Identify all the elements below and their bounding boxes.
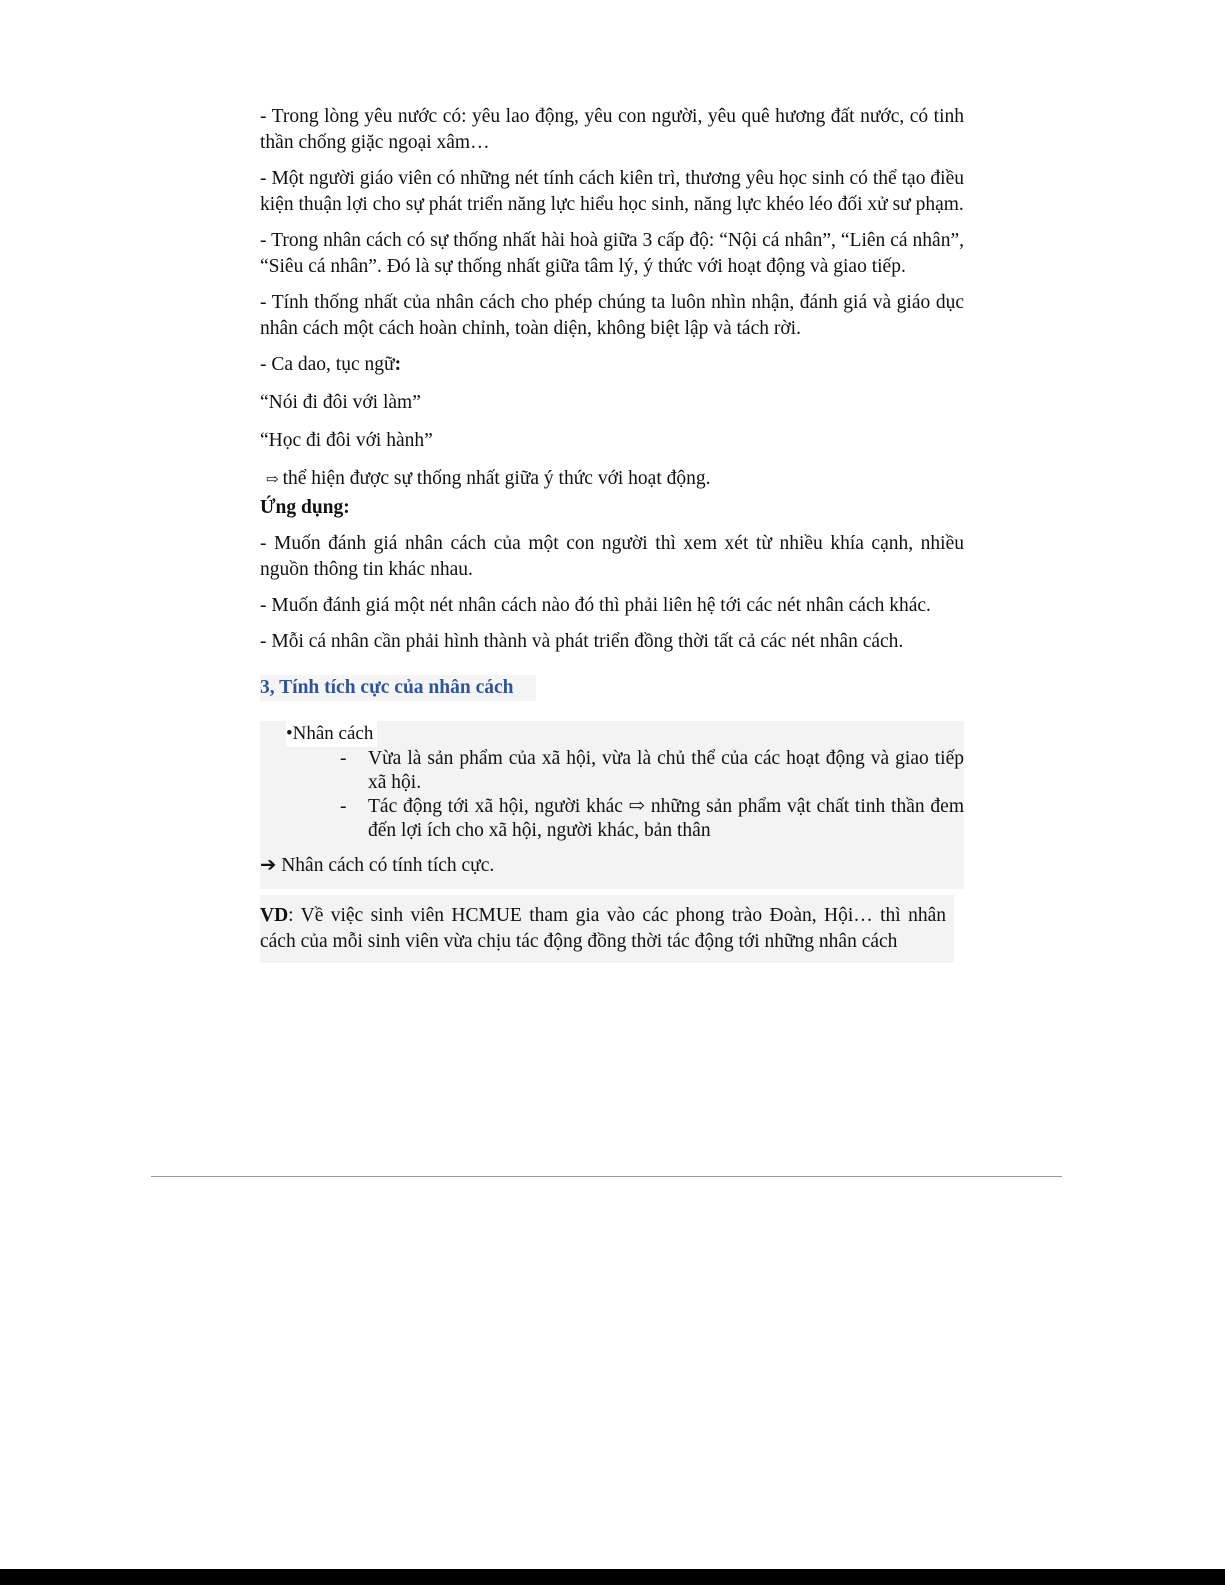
personality-block <box>260 721 964 889</box>
proverb-2: “Học đi đôi với hành” <box>260 430 433 451</box>
sub-item-text: Tác động tới xã hội, người khác ⇨ những sản phẩm vật chất tinh thần đem đến lợi ích cho xã hội, người khác, bản thân <box>368 796 964 841</box>
page-divider <box>151 1176 1062 1177</box>
personality-bullet: •Nhân cách <box>286 721 377 747</box>
proverbs-colon: : <box>394 354 402 375</box>
arrow-right-icon: ⇨ <box>266 472 279 488</box>
bottom-edge-bar <box>0 1569 1225 1585</box>
page-content <box>260 104 964 963</box>
application-title: Ứng dụng: <box>260 497 350 518</box>
list-item <box>340 795 964 843</box>
proverb-result-text: thể hiện được sự thống nhất giữa ý thức với hoạt động. <box>282 468 711 489</box>
paragraph-unity: - Tính thống nhất của nhân cách cho phép chúng ta luôn nhìn nhận, đánh giá và giáo dục nhân cách một cách hoàn chỉnh, toàn diện, không biệt lập và tách rời. <box>260 292 964 339</box>
personality-sub-list <box>260 747 964 843</box>
proverb-result <box>266 466 964 493</box>
paragraph-patriotism: - Trong lòng yêu nước có: yêu lao động, yêu con người, yêu quê hương đất nước, có tinh thần chống giặc ngoại xâm… <box>260 106 964 153</box>
dash-marker: - <box>340 796 347 817</box>
sub-item-text: Vừa là sản phẩm của xã hội, vừa là chủ thể của các hoạt động và giao tiếp xã hội. <box>368 748 964 793</box>
bold-arrow-icon: ➔ <box>260 855 277 876</box>
proverbs-label-text: - Ca dao, tục ngữ <box>260 354 395 375</box>
proverbs-label <box>260 352 964 378</box>
application-item-1: - Muốn đánh giá nhân cách của một con người thì xem xét từ nhiều khía cạnh, nhiều nguồn thông tin khác nhau. <box>260 533 964 580</box>
proverb-1: “Nói đi đôi với làm” <box>260 392 421 413</box>
conclusion-line <box>260 853 964 879</box>
example-label: VD <box>260 905 289 926</box>
section-3-heading: 3, Tính tích cực của nhân cách <box>260 675 536 701</box>
example-text: : Về việc sinh viên HCMUE tham gia vào các phong trào Đoàn, Hội… thì nhân cách của mỗi sinh viên vừa chịu tác động đồng thời tác động tới những nhân cách <box>260 905 946 952</box>
paragraph-three-levels: - Trong nhân cách có sự thống nhất hài hoà giữa 3 cấp độ: “Nội cá nhân”, “Liên cá nhân”, “Siêu cá nhân”. Đó là sự thống nhất giữa tâm lý, ý thức với hoạt động và giao tiếp. <box>260 230 964 277</box>
application-item-3: - Mỗi cá nhân cần phải hình thành và phát triển đồng thời tất cả các nét nhân cách. <box>260 631 904 652</box>
example-block <box>260 895 954 963</box>
conclusion-text: Nhân cách có tính tích cực. <box>281 855 495 876</box>
paragraph-teacher: - Một người giáo viên có những nét tính cách kiên trì, thương yêu học sinh có thể tạo điều kiện thuận lợi cho sự phát triển năng lực hiểu học sinh, năng lực khéo léo đối xử sư phạm. <box>260 168 964 215</box>
list-item <box>340 747 964 795</box>
application-item-2: - Muốn đánh giá một nét nhân cách nào đó thì phải liên hệ tới các nét nhân cách khác. <box>260 595 931 616</box>
dash-marker: - <box>340 748 347 769</box>
